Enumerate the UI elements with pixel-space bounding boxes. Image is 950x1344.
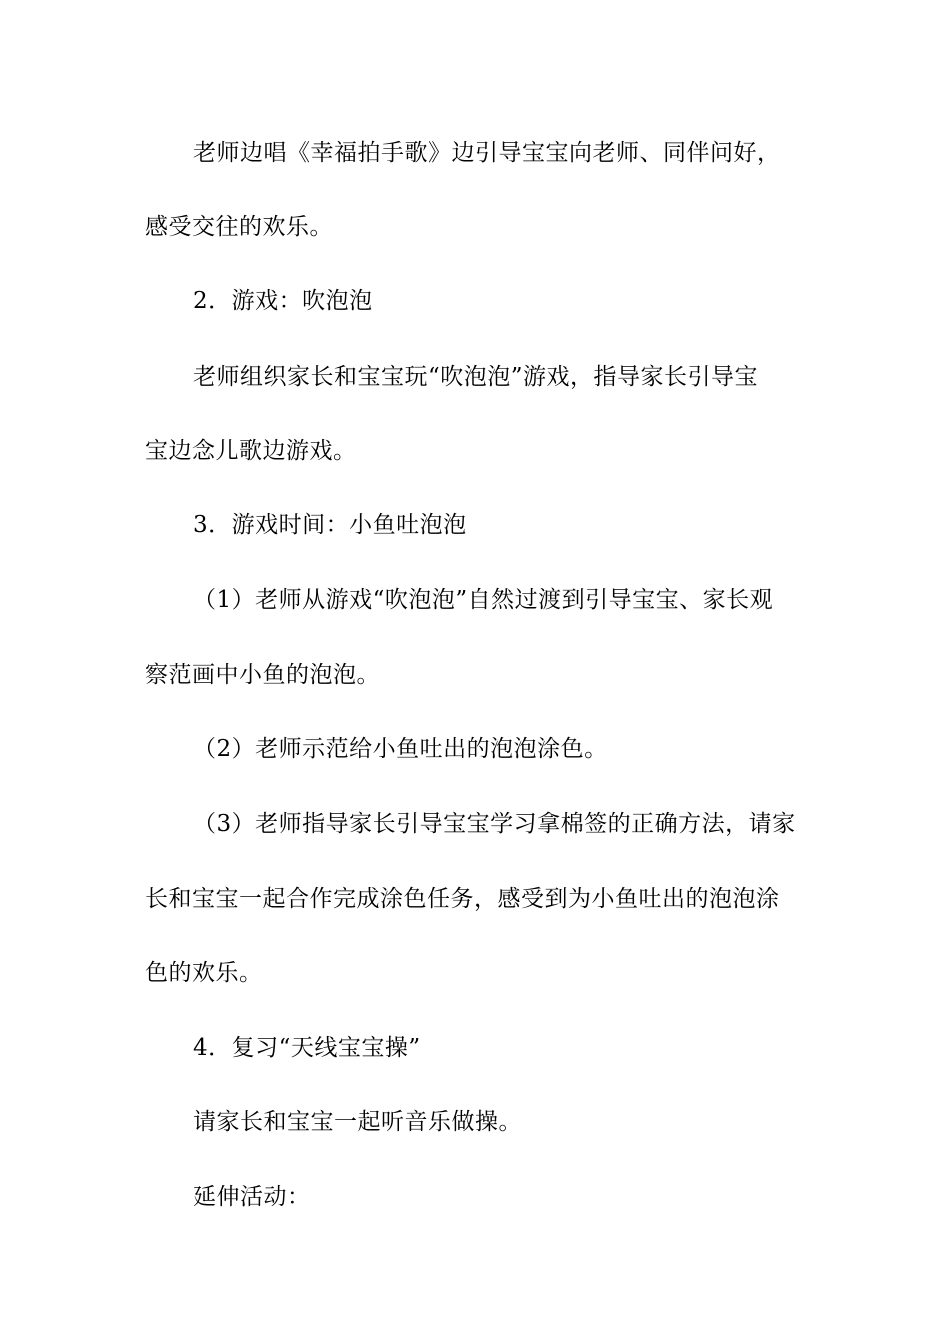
- text-line: （2）老师示范给小鱼吐出的泡泡涂色。: [193, 736, 608, 762]
- text-line: 色的欢乐。: [145, 960, 263, 986]
- text-line: 老师边唱《幸福拍手歌》边引导宝宝向老师、同伴问好，: [193, 140, 781, 166]
- section-heading-2: 2．游戏：吹泡泡: [193, 288, 373, 314]
- text-line: （3）老师指导家长引导宝宝学习拿棉签的正确方法，请家: [193, 811, 796, 837]
- text-line: （1）老师从游戏“吹泡泡”自然过渡到引导宝宝、家长观: [193, 587, 774, 613]
- section-heading-3: 3．游戏时间：小鱼吐泡泡: [193, 512, 467, 538]
- text-line: 察范画中小鱼的泡泡。: [145, 662, 380, 688]
- text-line: 感受交往的欢乐。: [145, 214, 333, 240]
- text-line: 长和宝宝一起合作完成涂色任务，感受到为小鱼吐出的泡泡涂: [145, 886, 780, 912]
- section-heading-4: 4．复习“天线宝宝操”: [193, 1035, 421, 1061]
- text-line: 老师组织家长和宝宝玩“吹泡泡”游戏，指导家长引导宝: [193, 364, 759, 390]
- text-line: 宝边念儿歌边游戏。: [145, 438, 357, 464]
- text-line: 请家长和宝宝一起听音乐做操。: [193, 1109, 522, 1135]
- section-heading-extension: 延伸活动：: [193, 1184, 311, 1210]
